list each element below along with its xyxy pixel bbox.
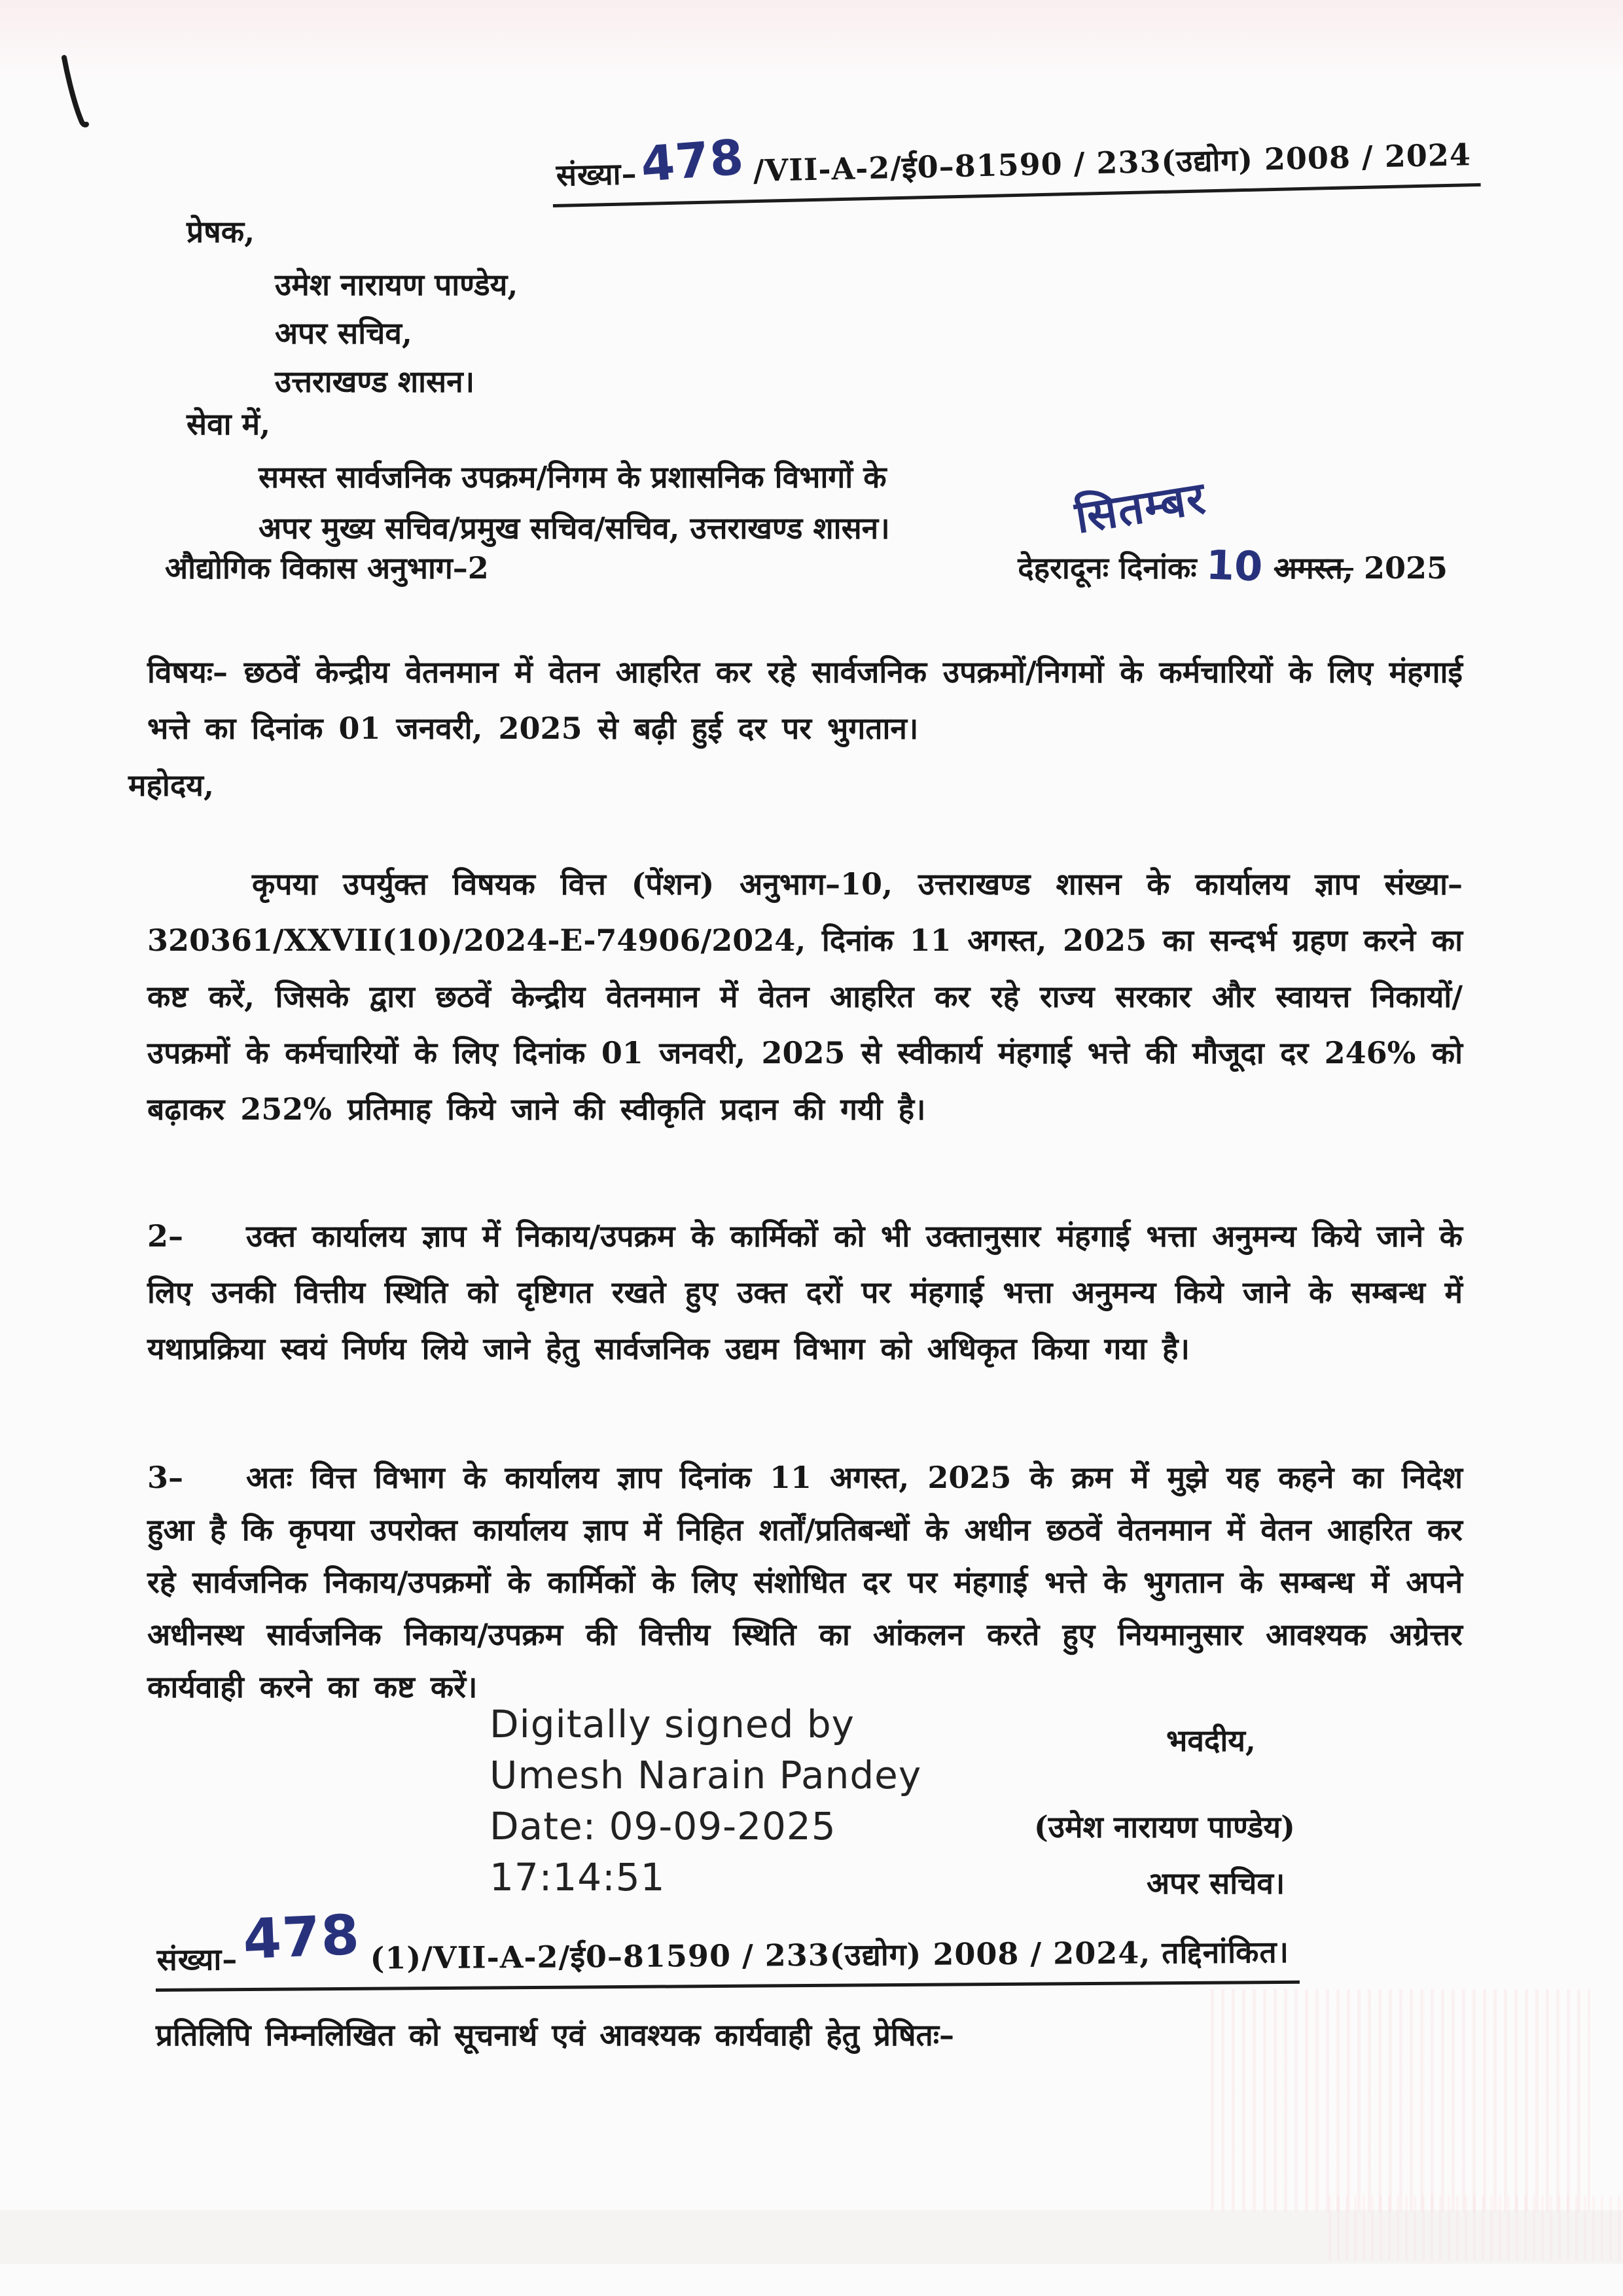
addressee-line-2: अपर मुख्य सचिव/प्रमुख सचिव/सचिव, उत्तराखण्ड शासन।: [259, 510, 890, 546]
digital-signature-line-4: 17:14:51: [490, 1855, 666, 1899]
scan-noise-streaks: [1211, 1989, 1590, 2212]
addressee-block: [259, 451, 890, 554]
department-date-row: [165, 540, 1448, 591]
addressee-line-1: समस्त सार्वजनिक उपक्रम/निगम के प्रशासनिक विभागों के: [259, 459, 887, 495]
subject-label: विषयः–: [147, 654, 228, 690]
signatory-name: (उमेश नारायण पाण्डेय): [1034, 1809, 1295, 1845]
sender-block: [275, 260, 518, 406]
digital-signature-stamp: [490, 1699, 921, 1903]
department-section: औद्योगिक विकास अनुभाग–2: [165, 550, 489, 586]
sender-designation: अपर सचिव,: [275, 315, 412, 351]
ref-rest: /VII-A-2/ई0–81590 / 233(उद्योग) 2008 / 2024: [753, 137, 1472, 189]
struck-month: अगस्त,: [1274, 550, 1353, 586]
paragraph-3-text: अतः वित्त विभाग के कार्यालय ज्ञाप दिनांक 11 अगस्त, 2025 के क्रम में मुझे यह कहने का निदेश हुआ है कि कृपया उपरोक्त कार्यालय ज्ञाप में निहित शर्तों/प्रतिबन्धों के अधीन छठवें वेतनमान में वेतन आहरित कर रहे सार्वजनिक निकाय/उपक्रमों के कार्मिकों के लिए संशोधित दर पर मंहगाई भत्ते के भुगतान के सम्बन्ध में अपने अधीनस्थ सार्वजनिक निकाय/उपक्रम की वित्तीय स्थिति का आंकलन करते हुए नियमानुसार आवश्यक अग्रेत्तर कार्यवाही करने का कष्ट करें।: [147, 1460, 1463, 1704]
place-date: [1018, 540, 1448, 591]
digital-signature-line-2: Umesh Narain Pandey: [490, 1753, 922, 1797]
subject-paragraph: [147, 644, 1463, 756]
ref-prefix: संख्या–: [556, 156, 638, 193]
salutation: महोदय,: [128, 768, 214, 803]
paragraph-1: कृपया उपर्युक्त विषयक वित्त (पेंशन) अनुभाग–10, उत्तराखण्ड शासन के कार्यालय ज्ञाप संख्या–320361/XXVII(10)/2024-E-74906/2024, दिनांक 11 अगस्त, 2025 का सन्दर्भ ग्रहण करने का कष्ट करें, जिसके द्वारा छठवें केन्द्रीय वेतनमान में वेतन आहरित कर रहे राज्य सरकार और स्वायत्त निकायों/उपक्रमों के कर्मचारियों के लिए दिनांक 01 जनवरी, 2025 से स्वीकार्य मंहगाई भत्ते की मौजूदा दर 246% को बढ़ाकर 252% प्रतिमाह किये जाने की स्वीकृति प्रदान की गयी है।: [147, 866, 1463, 1127]
scan-top-tint: [0, 0, 1623, 79]
paragraph-3: [147, 1451, 1463, 1713]
footer-ref-rest: (1)/VII-A-2/ई0–81590 / 233(उद्योग) 2008 / 2024, तद्दिनांकित।: [370, 1934, 1290, 1976]
digital-signature-line-1: Digitally signed by: [490, 1702, 855, 1746]
handwritten-month-correction: सितम्बर: [1071, 472, 1210, 544]
to-label: सेवा में,: [187, 406, 271, 442]
date-year: 2025: [1363, 550, 1448, 586]
footer-ref-prefix: संख्या–: [156, 1941, 238, 1977]
footer-handwritten-ref-number: 478: [241, 1902, 361, 1972]
scan-bottom-shadow: [0, 2210, 1623, 2264]
sender-organisation: उत्तराखण्ड शासन।: [275, 364, 475, 399]
closing-word: भवदीय,: [1166, 1723, 1256, 1758]
handwritten-ref-number: 478: [639, 129, 746, 193]
copy-forward-line: प्रतिलिपि निम्नलिखित को सूचनार्थ एवं आवश्यक कार्यवाही हेतु प्रेषितः–: [156, 2017, 955, 2053]
paragraph-2-number: 2–: [147, 1218, 184, 1254]
subject-text: छठवें केन्द्रीय वेतनमान में वेतन आहरित कर रहे सार्वजनिक उपक्रमों/निगमों के कर्मचारियों के लिए मंहगाई भत्ते का दिनांक 01 जनवरी, 2025 से बढ़ी हुई दर पर भुगतान।: [147, 654, 1463, 746]
handwritten-day: 10: [1205, 540, 1264, 591]
place-date-label: देहरादूनः दिनांकः: [1018, 550, 1197, 586]
paragraph-2-text: उक्त कार्यालय ज्ञाप में निकाय/उपक्रम के कार्मिकों को भी उक्तानुसार मंहगाई भत्ता अनुमन्य किये जाने के लिए उनकी वित्तीय स्थिति को दृष्टिगत रखते हुए उक्त दरों पर मंहगाई भत्ता अनुमन्य किये जाने के सम्बन्ध में यथाप्रक्रिया स्वयं निर्णय लिये जाने हेतु सार्वजनिक उद्यम विभाग को अधिकृत किया गया है।: [147, 1218, 1463, 1366]
paragraph-3-number: 3–: [147, 1460, 184, 1495]
pen-stroke-mark: [52, 52, 105, 144]
signatory-designation: अपर सचिव।: [1147, 1865, 1285, 1901]
footer-reference-number: [155, 1902, 1300, 1992]
paragraph-2: [147, 1208, 1463, 1377]
digital-signature-line-3: Date: 09-09-2025: [490, 1804, 836, 1848]
from-label: प्रेषक,: [187, 214, 255, 249]
letter-reference-number: [552, 129, 1481, 207]
sender-name: उमेश नारायण पाण्डेय,: [275, 267, 518, 302]
